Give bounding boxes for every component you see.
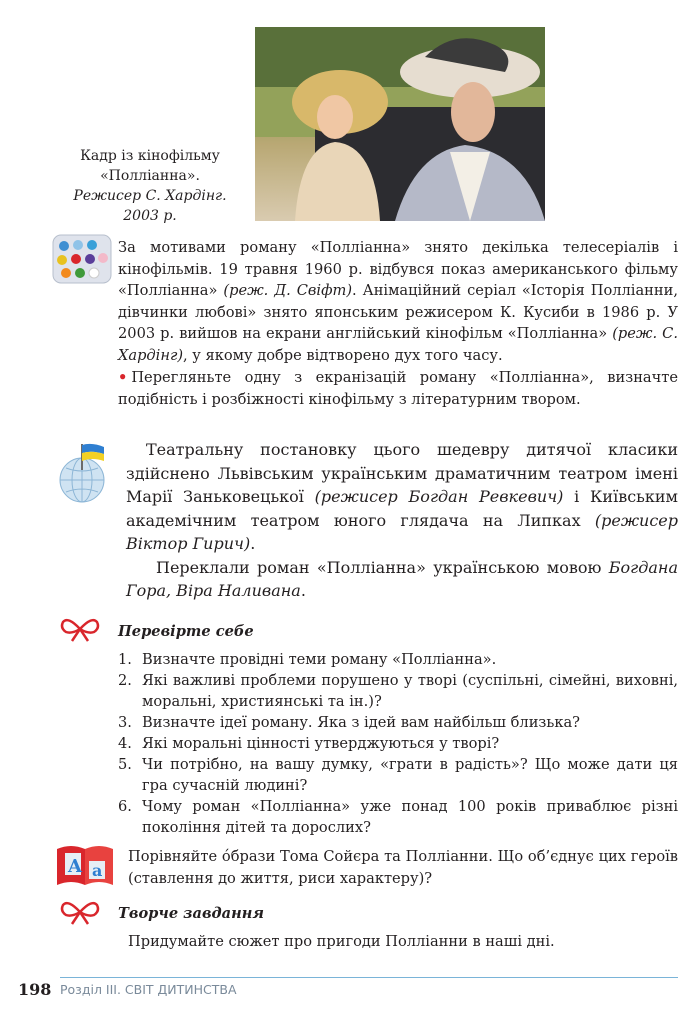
globe-flag-icon: [52, 440, 118, 510]
caption-line-3: Режисер С. Хардінг.: [73, 188, 227, 204]
theatre-italic-b: (режисер Віктор Гирич): [126, 510, 678, 553]
questions-list: [118, 649, 678, 838]
page-number: 198: [18, 980, 52, 999]
svg-text:a: a: [92, 861, 103, 880]
question-number: 3.: [118, 714, 132, 731]
check-yourself-title: Перевірте себе: [118, 623, 254, 640]
ribbon-bow-icon: [60, 899, 100, 929]
question-item: [118, 796, 678, 838]
theatre-text: [126, 438, 678, 556]
film-text-a: За мотивами роману «Полліанна» знято декілька телесеріалів і кінофільмів. 19 травня 1960 р. відбувся показ американського фільму «Полліанна»: [118, 239, 678, 299]
question-number: 1.: [118, 651, 132, 668]
photo-caption: [60, 146, 240, 226]
film-italic-b: (реж. С. Хардінг): [118, 325, 678, 364]
question-text: Чому роман «Полліанна» уже понад 100 років приваблює різні покоління дітей та дорослих?: [142, 798, 678, 836]
question-text: Які важливі проблеми порушено у творі (суспільні, сімейні, виховні, моральні, християнські та ін.)?: [142, 672, 678, 710]
question-text: Які моральні цінності утверджуються у творі?: [142, 735, 500, 752]
translators-text: [126, 556, 678, 603]
theatre-text-c: .: [250, 534, 256, 553]
film-italic-a: (реж. Д. Свіфт): [223, 282, 353, 299]
question-number: 6.: [118, 798, 132, 815]
creative-task-title: Творче завдання: [118, 905, 265, 922]
film-text-b: . Анімаційний серіал «Історія Полліанни, дівчинки любові» знято японським режисером К. Кусиби в 1986 р. У 2003 р. вийшов на екрани англійський кінофільм «Полліанна»: [118, 282, 678, 342]
theatre-italic-a: (режисер Богдан Ревкевич): [314, 487, 564, 506]
film-still-photo: [255, 27, 545, 221]
question-item: [118, 670, 678, 712]
film-still-illustration: [255, 27, 545, 221]
svg-text:A: A: [68, 856, 82, 877]
question-text: Визначте провідні теми роману «Полліанна».: [142, 651, 497, 668]
compare-task-text: Порівняйте óбрази Тома Сойєра та Полліанни. Що об’єднує цих героїв (ставлення до життя, риси характеру)?: [128, 848, 678, 887]
question-item: [118, 712, 678, 733]
question-number: 2.: [118, 672, 132, 689]
question-item: [118, 754, 678, 796]
question-number: 5.: [118, 756, 132, 773]
creative-task-text: Придумайте сюжет про пригоди Полліанни в наші дні.: [128, 933, 555, 950]
caption-line-1: Кадр із кінофільму: [80, 148, 220, 164]
question-text: Визначте ідеї роману. Яка з ідей вам найбільш близька?: [142, 714, 580, 731]
translators-names: Богдана Гора, Віра Наливана: [126, 557, 678, 600]
translators-text-a: Переклали роман «Полліанна» українською мовою: [156, 557, 609, 577]
film-adaptations-paragraph: [118, 237, 678, 366]
theatre-text-b: і Київським академічним театром юного глядача на Липках: [126, 487, 679, 530]
palette-icon: [52, 234, 112, 288]
section-title: Розділ III. СВІТ ДИТИНСТВА: [60, 982, 237, 997]
theatre-paragraph: [126, 438, 678, 603]
film-text-c: , у якому добре відтворено дух того часу.: [183, 346, 503, 364]
ribbon-bow-icon: [60, 616, 100, 646]
question-text: Чи потрібно, на вашу думку, «грати в радість»? Що може дати ця гра сучасній людині?: [142, 756, 678, 794]
caption-line-4: 2003 р.: [123, 208, 177, 224]
question-item: [118, 649, 678, 670]
question-number: 4.: [118, 735, 132, 752]
task-bullet-text: Перегляньте одну з екранізацій роману «Полліанна», визначте подібність і розбіжності кінофільму з літературним твором.: [118, 369, 678, 408]
theatre-text-a: Театральну постановку цього шедевру дитячої класики здійснено Львівським українським драматичним театром імені Марії Заньковецької: [126, 440, 678, 506]
bullet-marker: •: [118, 369, 128, 386]
task-bullet: [118, 367, 678, 410]
book-aa-icon: [55, 841, 115, 891]
question-item: [118, 733, 678, 754]
caption-line-2: «Поллiанна».: [100, 168, 200, 184]
translators-end: .: [300, 581, 306, 600]
footer-divider: [60, 977, 678, 978]
